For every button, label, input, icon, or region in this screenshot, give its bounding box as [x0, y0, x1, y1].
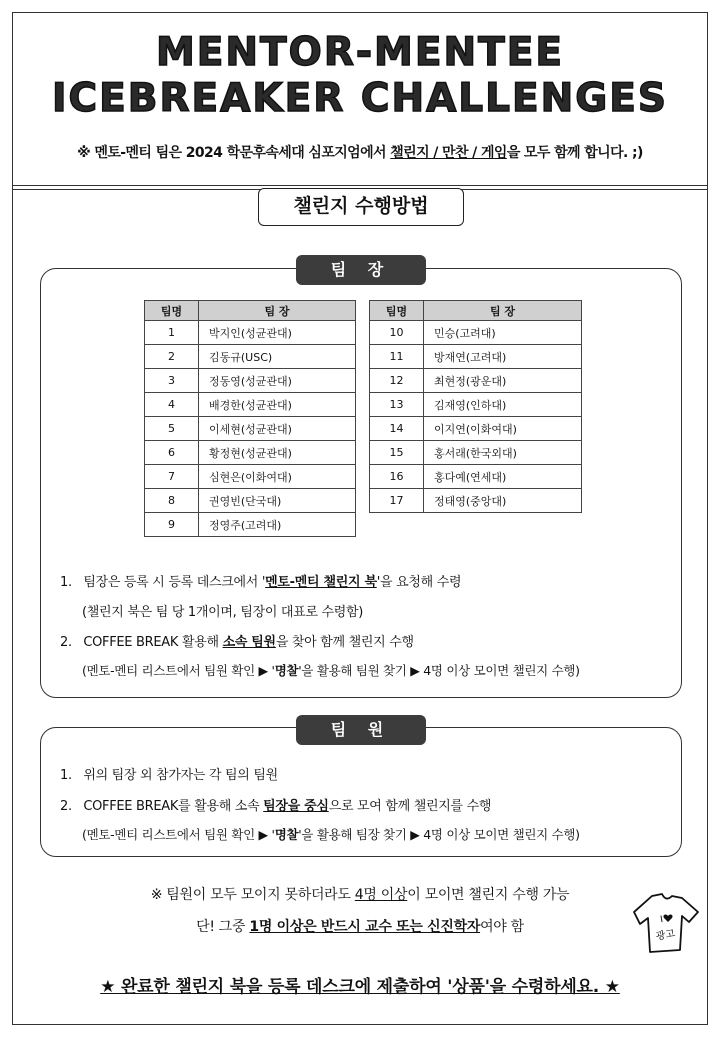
instruction-emphasis: 명찰 [274, 827, 299, 842]
leader-table-left [144, 300, 356, 537]
team-number: 16 [370, 465, 424, 489]
instruction-text: '을 활용해 팀원 찾기 ▶ 4명 이상 모이면 챌린지 수행) [298, 663, 580, 678]
team-number: 10 [370, 321, 424, 345]
leader-name: 방재연(고려대) [424, 345, 582, 369]
leader-name: 최현정(광운대) [424, 369, 582, 393]
instruction-text: '을 요청해 수령 [376, 575, 462, 590]
team-number: 1 [145, 321, 199, 345]
team-number: 2 [145, 345, 199, 369]
instruction-text: (멘토-멘티 리스트에서 팀원 확인 ▶ ' [82, 827, 275, 842]
leader-name: 김동규(USC) [199, 345, 356, 369]
table-row [145, 345, 356, 369]
member-instruction-1 [60, 764, 278, 783]
notice-emphasis: 4명 이상 [354, 887, 408, 903]
tshirt-icon [632, 890, 700, 956]
table-header-name: 팀 장 [424, 301, 582, 321]
shirt-label-line1: I [659, 914, 664, 926]
instruction-text: 위의 팀장 외 참가자는 각 팀의 팀원 [83, 768, 278, 783]
subtitle-note [0, 142, 720, 162]
team-number: 14 [370, 417, 424, 441]
leader-section-label: 팀 장 [296, 255, 426, 285]
table-row [145, 393, 356, 417]
method-title: 챌린지 수행방법 [258, 188, 464, 226]
subnote-before: ※ 멘토-멘티 팀은 2024 학문후속세대 심포지엄에서 [77, 145, 391, 161]
table-row [145, 321, 356, 345]
list-marker: 1. [60, 575, 72, 590]
team-number: 3 [145, 369, 199, 393]
instruction-text: 팀장은 등록 시 등록 데스크에서 ' [83, 575, 266, 590]
team-number: 9 [145, 513, 199, 537]
team-number: 6 [145, 441, 199, 465]
leader-name: 민승(고려대) [424, 321, 582, 345]
leader-instruction-1-note: (챌린지 북은 팀 당 1개이며, 팀장이 대표로 수령함) [82, 605, 364, 620]
team-number: 12 [370, 369, 424, 393]
title-line-2: ICEBREAKER CHALLENGES [52, 76, 668, 121]
member-instruction-2 [60, 795, 491, 814]
instruction-emphasis: 멘토-멘티 챌린지 북 [265, 575, 377, 590]
leader-name: 정태영(중앙대) [424, 489, 582, 513]
team-number: 15 [370, 441, 424, 465]
leader-instruction-2-note [82, 661, 580, 679]
notice-text: 이 모이면 챌린지 수행 가능 [407, 887, 570, 903]
instruction-text: COFFEE BREAK를 활용해 소속 [83, 799, 264, 814]
notice-line-2 [0, 916, 720, 936]
leader-name: 심현은(이화여대) [199, 465, 356, 489]
table-row [370, 417, 582, 441]
instruction-text: 을 찾아 함께 챌린지 수행 [275, 635, 414, 650]
table-header-num: 팀명 [145, 301, 199, 321]
leader-name: 홍다예(연세대) [424, 465, 582, 489]
list-marker: 1. [60, 768, 72, 783]
leader-name: 황정현(성균관대) [199, 441, 356, 465]
table-row [145, 465, 356, 489]
instruction-text: 으로 모여 함께 챌린지를 수행 [328, 799, 492, 814]
table-header-num: 팀명 [370, 301, 424, 321]
team-number: 11 [370, 345, 424, 369]
leader-instruction-1 [60, 571, 461, 590]
leader-name: 정동영(성균관대) [199, 369, 356, 393]
leader-name: 이지연(이화여대) [424, 417, 582, 441]
instruction-emphasis: 명찰 [274, 663, 299, 678]
instruction-text: '을 활용해 팀장 찾기 ▶ 4명 이상 모이면 챌린지 수행) [298, 827, 580, 842]
subnote-after: 을 모두 함께 합니다. ;) [506, 145, 643, 161]
notice-line-1 [0, 884, 720, 904]
leader-name: 김재영(인하대) [424, 393, 582, 417]
member-section-label: 팀 원 [296, 715, 426, 745]
title-line-1: MENTOR-MENTEE [155, 30, 565, 75]
page-title [0, 30, 720, 122]
table-row [370, 465, 582, 489]
list-marker: 2. [60, 635, 72, 650]
leader-table-right [369, 300, 582, 513]
table-row [145, 513, 356, 537]
leader-name: 이세현(성균관대) [199, 417, 356, 441]
leader-instruction-2 [60, 631, 414, 650]
instruction-emphasis: 팀장을 중심 [263, 799, 329, 814]
team-number: 4 [145, 393, 199, 417]
table-header-name: 팀 장 [199, 301, 356, 321]
instruction-emphasis: 소속 팀원 [222, 635, 276, 650]
final-instruction: ★ 완료한 챌린지 북을 등록 데스크에 제출하여 '상품'을 수령하세요. ★ [100, 977, 620, 997]
table-row [370, 369, 582, 393]
leader-name: 박지인(성균관대) [199, 321, 356, 345]
team-number: 5 [145, 417, 199, 441]
subnote-underlined: 챌린지 / 만찬 / 게임 [390, 145, 507, 161]
table-row [145, 489, 356, 513]
notice-text: 여야 함 [480, 919, 524, 935]
team-number: 13 [370, 393, 424, 417]
team-number: 17 [370, 489, 424, 513]
leader-name: 권영빈(단국대) [199, 489, 356, 513]
notice-text: ※ 팀원이 모두 모이지 못하더라도 [150, 887, 355, 903]
table-row [370, 441, 582, 465]
list-marker: 2. [60, 799, 72, 814]
instruction-text: COFFEE BREAK 활용해 [83, 635, 223, 650]
table-row [145, 369, 356, 393]
instruction-text: (멘토-멘티 리스트에서 팀원 확인 ▶ ' [82, 663, 275, 678]
team-number: 8 [145, 489, 199, 513]
notice-emphasis: 1명 이상은 반드시 교수 또는 신진학자 [249, 919, 481, 935]
table-row [370, 345, 582, 369]
leader-name: 홍서래(한국외대) [424, 441, 582, 465]
shirt-label-line2: 광고 [655, 928, 677, 943]
leader-name: 배경한(성균관대) [199, 393, 356, 417]
table-row [370, 393, 582, 417]
leader-name: 정영주(고려대) [199, 513, 356, 537]
team-number: 7 [145, 465, 199, 489]
table-row [145, 417, 356, 441]
notice-text: 단! 그중 [196, 919, 250, 935]
table-row [370, 489, 582, 513]
table-row [145, 441, 356, 465]
member-instruction-2-note [82, 825, 580, 843]
table-row [370, 321, 582, 345]
